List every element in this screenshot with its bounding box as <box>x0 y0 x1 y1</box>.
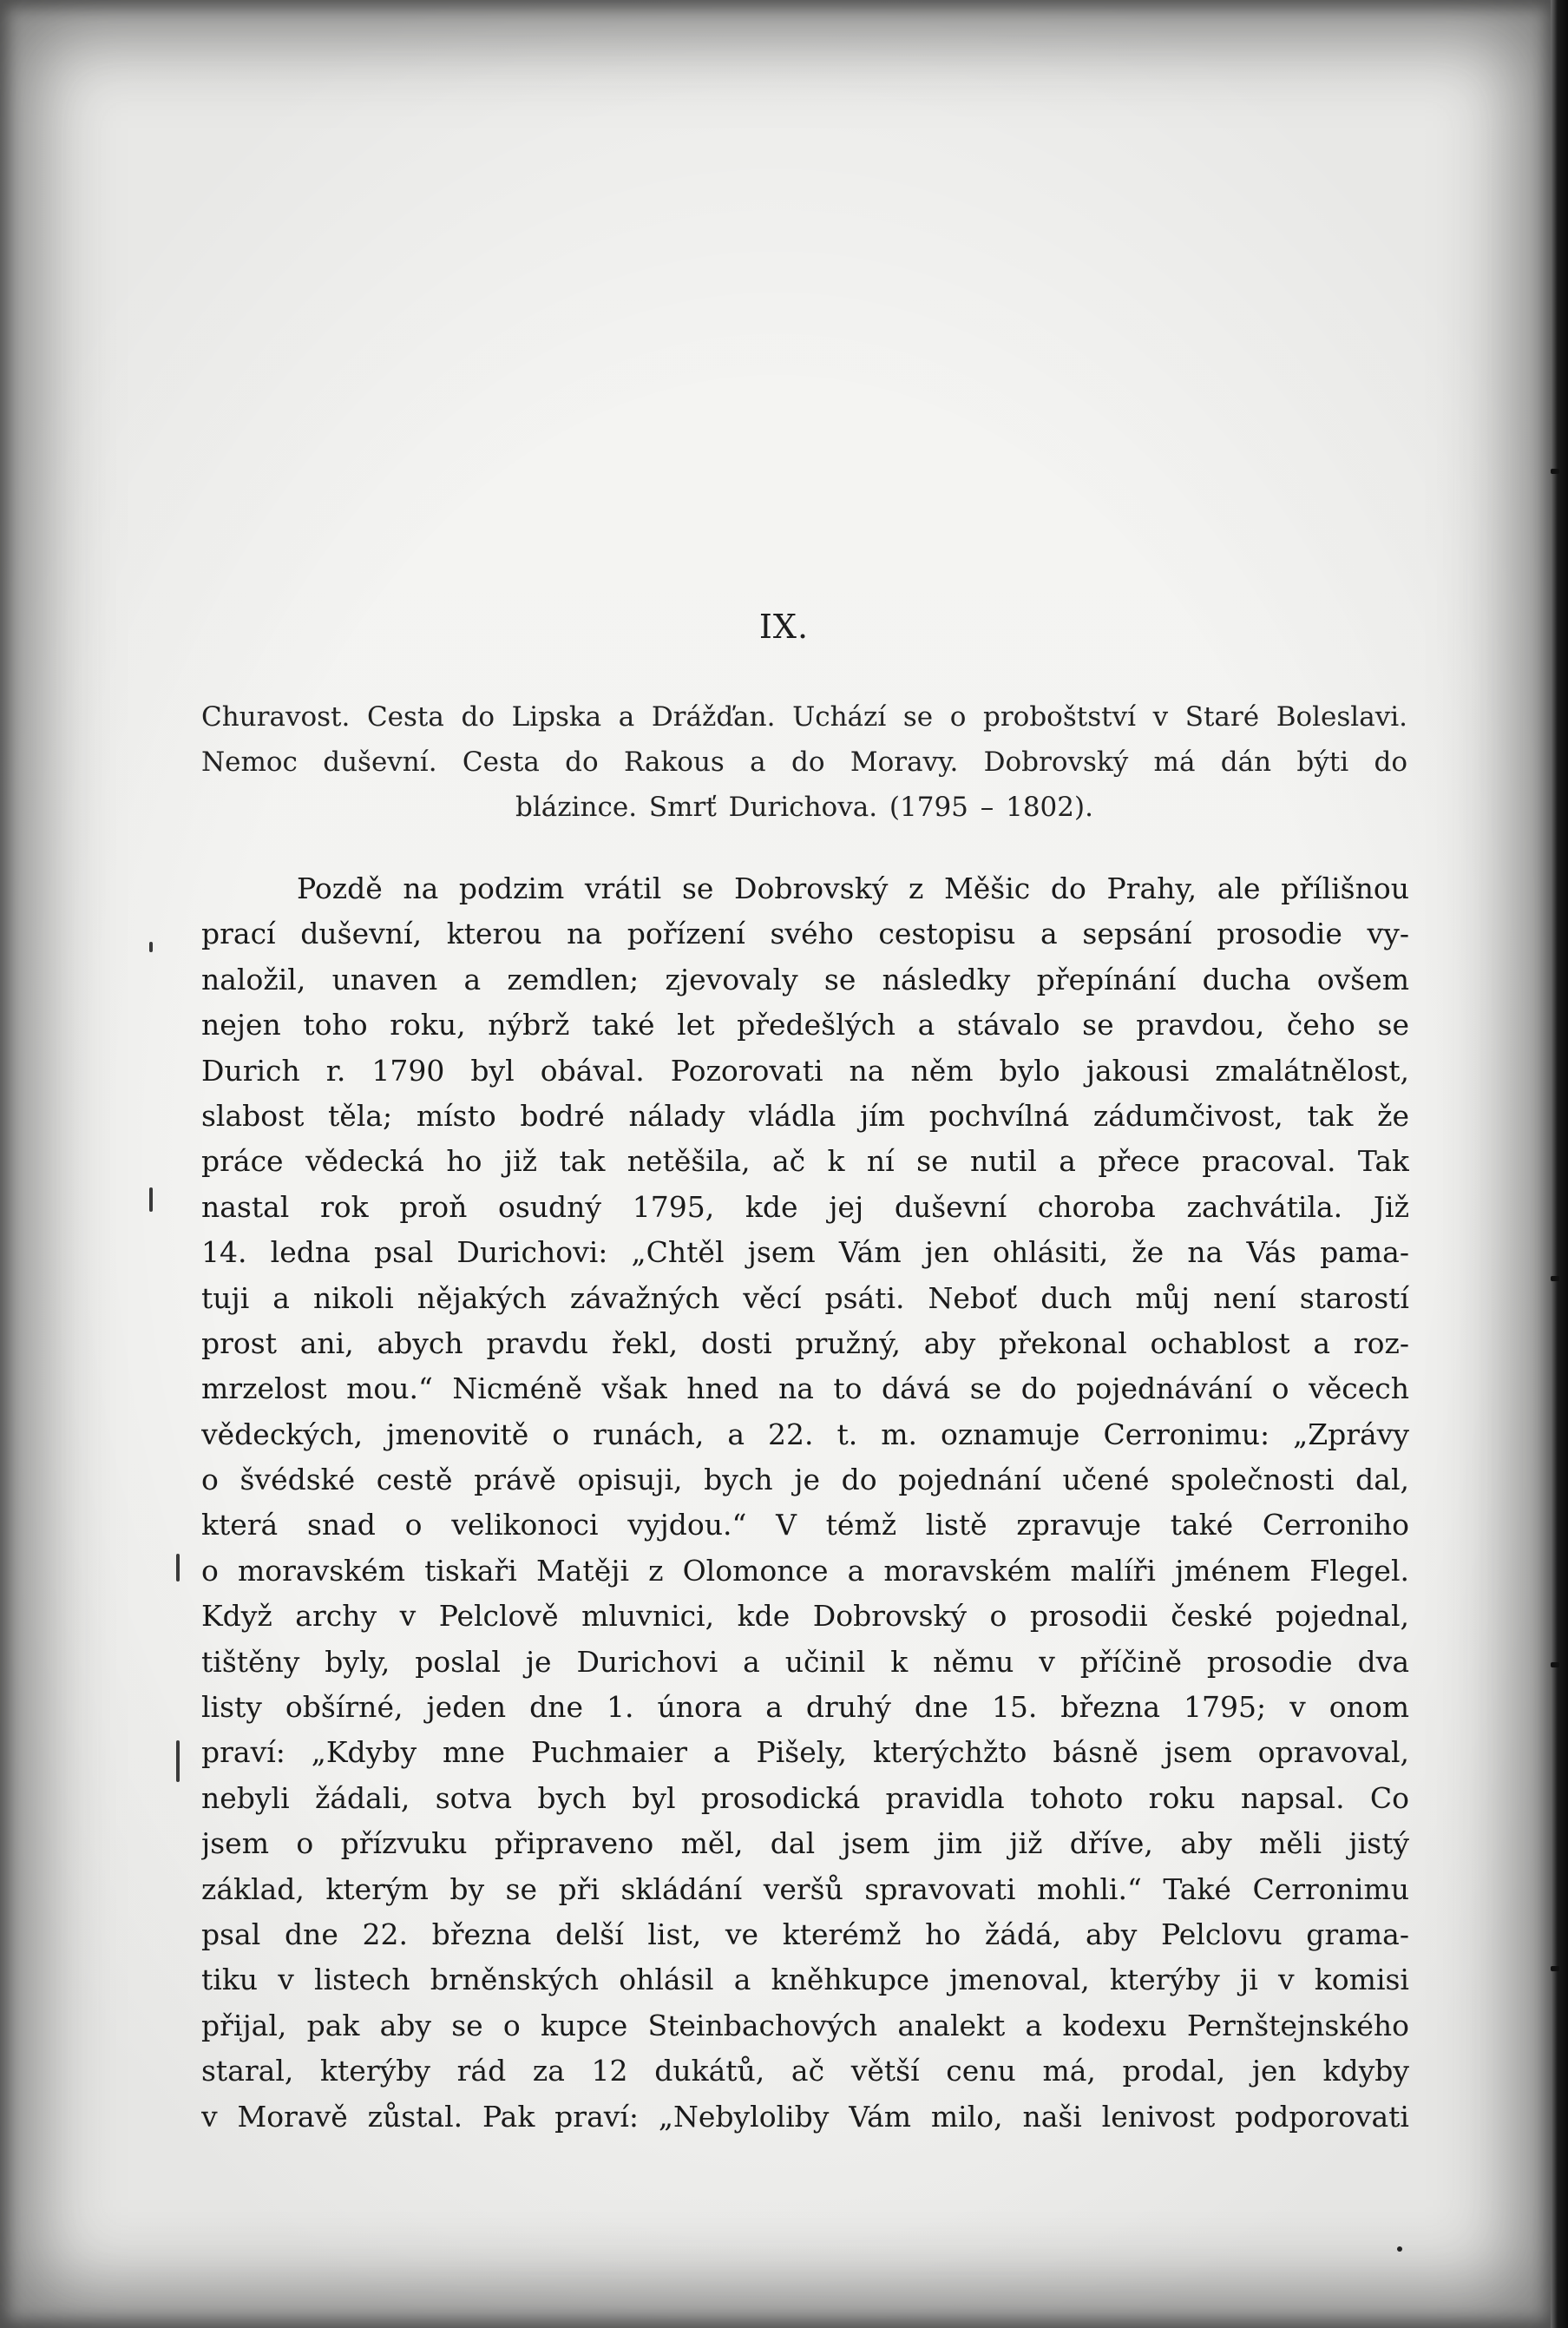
text-line: vědeckých, jmenovitě o runách, a 22. t. m. oznamuje Cerronimu: „Zprávy <box>201 1417 1409 1451</box>
text-line: praví: „Kdyby mne Puchmaier a Pišely, kterýchžto básně jsem opravoval, <box>201 1735 1409 1770</box>
text-line: prací duševní, kterou na pořízení svého cestopisu a sepsání prosodie vy- <box>201 917 1409 951</box>
text-line: Když archy v Pelclově mluvnici, kde Dobrovský o prosodii české pojednal, <box>201 1599 1409 1634</box>
text-line: listy obšírné, jeden dne 1. února a druhý dne 15. března 1795; v onom <box>201 1690 1409 1725</box>
chapter-heading: IX. <box>758 608 810 646</box>
edge-tab-marks <box>1549 0 1561 2328</box>
body-text <box>201 866 1409 2140</box>
text-line: slabost těla; místo bodré nálady vládla jím pochvílná zádumčivost, tak že <box>201 1098 1409 1133</box>
chapter-summary <box>201 694 1407 830</box>
summary-line: blázince. Smrť Durichova. (1795 – 1802). <box>515 792 1093 823</box>
edge-tab <box>1551 1966 1559 1971</box>
text-line: nebyli žádali, sotva bych byl prosodická pravidla tohoto roku napsal. Co <box>201 1780 1409 1815</box>
text-line: tuji a nikoli nějakých závažných věcí psáti. Neboť duch můj není starostí <box>201 1280 1409 1315</box>
text-line: o švédské cestě právě opisuji, bych je do pojednání učené společnosti dal, <box>201 1463 1409 1497</box>
text-line: prost ani, abych pravdu řekl, dosti pružný, aby překonal ochablost a roz- <box>201 1325 1409 1360</box>
text-line: Pozdě na podzim vrátil se Dobrovský z Měšic do Prahy, ale přílišnou <box>297 871 1409 905</box>
text-line: jsem o přízvuku připraveno měl, dal jsem jim již dříve, aby měli jistý <box>201 1826 1409 1861</box>
edge-tab <box>1551 1276 1559 1281</box>
text-line: přijal, pak aby se o kupce Steinbachových analekt a kodexu Pernštejnského <box>201 2008 1409 2042</box>
text-line: naložil, unaven a zemdlen; zjevovaly se následky přepínání ducha ovšem <box>201 962 1409 996</box>
text-line: v Moravě zůstal. Pak praví: „Nebyloliby Vám milo, naši lenivost podporovati <box>201 2099 1409 2134</box>
text-line: tiku v listech brněnských ohlásil a kněhkupce jmenoval, kterýby ji v komisi <box>201 1963 1409 1997</box>
text-line: nastal rok proň osudný 1795, kde jej duševní choroba zachvátila. Již <box>201 1189 1409 1224</box>
text-line: nejen toho roku, nýbrž také let předešlých a stávalo se pravdou, čeho se <box>201 1008 1409 1042</box>
margin-mark <box>176 1554 180 1582</box>
text-line: o moravském tiskaři Matěji z Olomonce a moravském malíři jménem Flegel. <box>201 1553 1409 1588</box>
text-line: staral, kterýby rád za 12 dukátů, ač větší cenu má, prodal, jen kdyby <box>201 2054 1409 2088</box>
edge-tab <box>1551 469 1559 474</box>
text-line: tištěny byly, poslal je Durichovi a učinil k němu v příčině prosodie dva <box>201 1644 1409 1679</box>
text-line: 14. ledna psal Durichovi: „Chtěl jsem Vám jen ohlásiti, že na Vás pama- <box>201 1235 1409 1270</box>
margin-mark <box>149 942 153 952</box>
margin-mark <box>149 1187 153 1212</box>
text-line: základ, kterým by se při skládání veršů spravovati mohli.“ Také Cerronimu <box>201 1871 1409 1906</box>
text-line: která snad o velikonoci vyjdou.“ V témž listě zpravuje také Cerroniho <box>201 1508 1409 1542</box>
summary-line: Nemoc duševní. Cesta do Rakous a do Moravy. Dobrovský má dán býti do <box>201 746 1407 778</box>
text-line: psal dne 22. března delší list, ve kterémž ho žádá, aby Pelclovu grama- <box>201 1917 1409 1951</box>
margin-mark <box>176 1740 180 1782</box>
summary-line: Churavost. Cesta do Lipska a Drážďan. Uchází se o proboštství v Staré Boleslavi. <box>201 701 1407 733</box>
page-dot-mark <box>1397 2246 1402 2252</box>
text-line: mrzelost mou.“ Nicméně však hned na to dává se do pojednávání o věcech <box>201 1371 1409 1406</box>
text-line: Durich r. 1790 byl obával. Pozorovati na něm bylo jakousi zmalátnělost, <box>201 1053 1409 1088</box>
text-line: práce vědecká ho již tak netěšila, ač k ní se nutil a přece pracoval. Tak <box>201 1144 1409 1179</box>
edge-tab <box>1551 1662 1559 1667</box>
